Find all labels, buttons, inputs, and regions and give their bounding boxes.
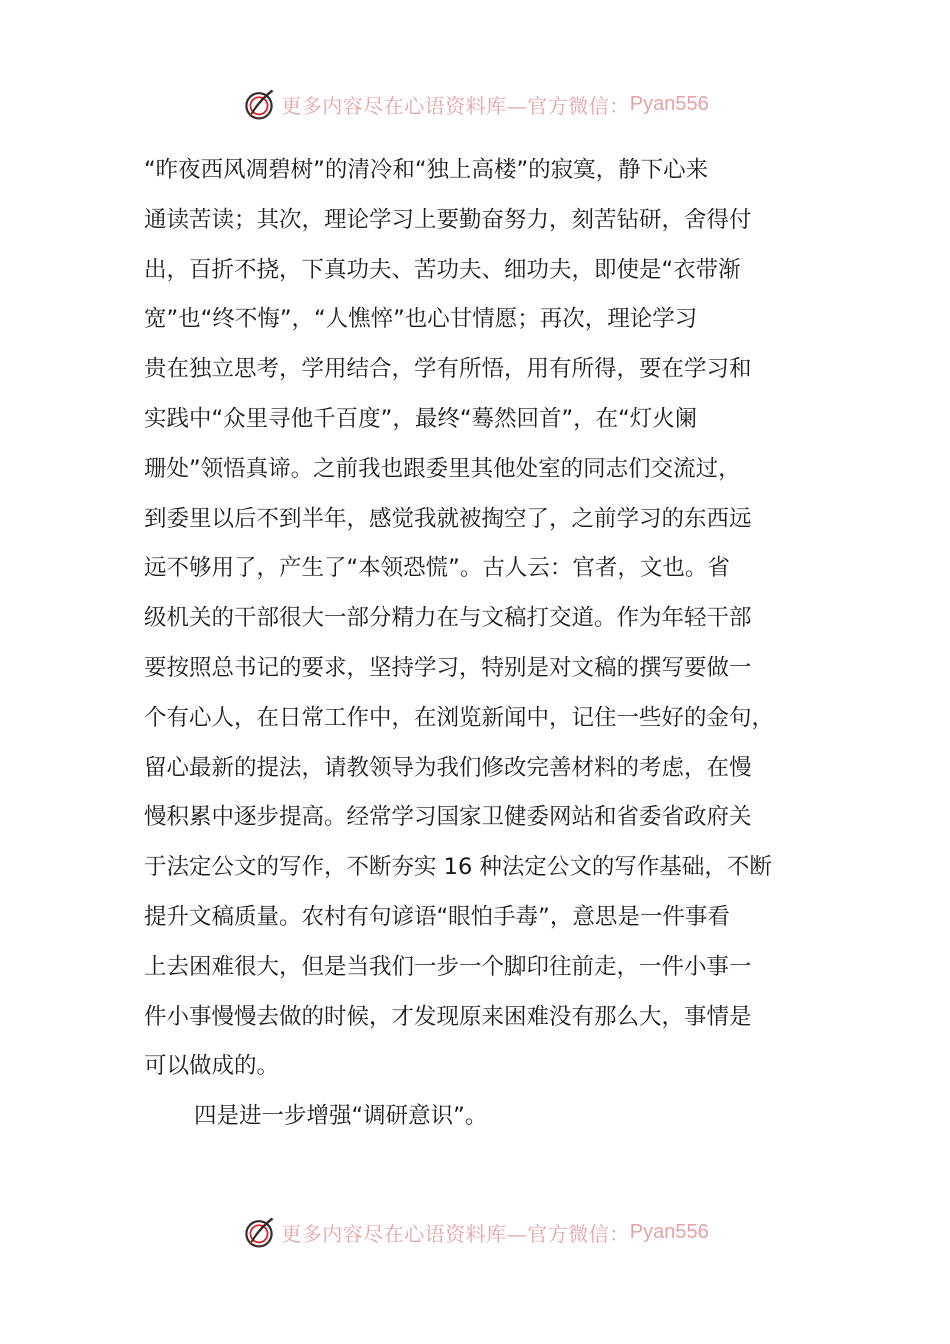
watermark-text: 更多内容尽在心语资料库—官方微信：	[281, 1221, 630, 1246]
body-text	[144, 146, 814, 1142]
text-line: 上去困难很大，但是当我们一步一个脚印往前走，一件小事一	[144, 953, 752, 980]
watermark-contact: Pyan556	[629, 1220, 709, 1243]
text-line: 慢积累中逐步提高。经常学习国家卫健委网站和省委省政府关	[144, 804, 752, 831]
paragraph-1	[144, 146, 814, 1092]
quill-logo-icon	[241, 86, 277, 122]
watermark-text: 更多内容尽在心语资料库—官方微信：	[281, 93, 630, 118]
text-line: 级机关的干部很大一部分精力在与文稿打交道。作为年轻干部	[144, 605, 752, 632]
text-line: 四是进一步增强“调研意识”。	[194, 1103, 488, 1130]
text-line: 留心最新的提法，请教领导为我们修改完善材料的考虑，在慢	[144, 754, 752, 781]
text-line: 贵在独立思考，学用结合，学有所悟，用有所得，要在学习和	[144, 356, 752, 383]
text-line: 通读苦读；其次，理论学习上要勤奋努力，刻苦钻研，舍得付	[144, 206, 752, 233]
text-line: 提升文稿质量。农村有句谚语“眼怕手毒”，意思是一件事看	[144, 903, 730, 930]
watermark-banner-top	[0, 84, 950, 124]
text-line: 宽”也“终不悔”，“人憔悴”也心甘情愿；再次，理论学习	[144, 306, 698, 333]
text-line: 珊处”领悟真谛。之前我也跟委里其他处室的同志们交流过，	[144, 455, 741, 482]
watermark-banner-bottom	[0, 1212, 950, 1252]
text-line: 远不够用了，产生了“本领恐慌”。古人云：官者，文也。省	[144, 555, 730, 582]
text-line: 出，百折不挠，下真功夫、苦功夫、细功夫，即使是“衣带渐	[144, 256, 741, 283]
text-line: 个有心人，在日常工作中，在浏览新闻中，记住一些好的金句，	[144, 704, 775, 731]
text-line: 到委里以后不到半年，感觉我就被掏空了，之前学习的东西远	[144, 505, 752, 532]
text-line: 于法定公文的写作，不断夯实 16 种法定公文的写作基础，不断	[144, 854, 772, 881]
text-line: 件小事慢慢去做的时候，才发现原来困难没有那么大，事情是	[144, 1003, 752, 1030]
quill-logo-icon	[241, 1214, 277, 1250]
text-line: 实践中“众里寻他千百度”，最终“蓦然回首”，在“灯火阑	[144, 405, 698, 432]
text-line: “昨夜西风凋碧树”的清冷和“独上高楼”的寂寞，静下心来	[144, 157, 709, 183]
watermark-contact: Pyan556	[629, 92, 709, 115]
text-line: 可以做成的。	[144, 1053, 280, 1080]
paragraph-2	[144, 1092, 814, 1142]
text-line: 要按照总书记的要求，坚持学习，特别是对文稿的撰写要做一	[144, 654, 752, 681]
